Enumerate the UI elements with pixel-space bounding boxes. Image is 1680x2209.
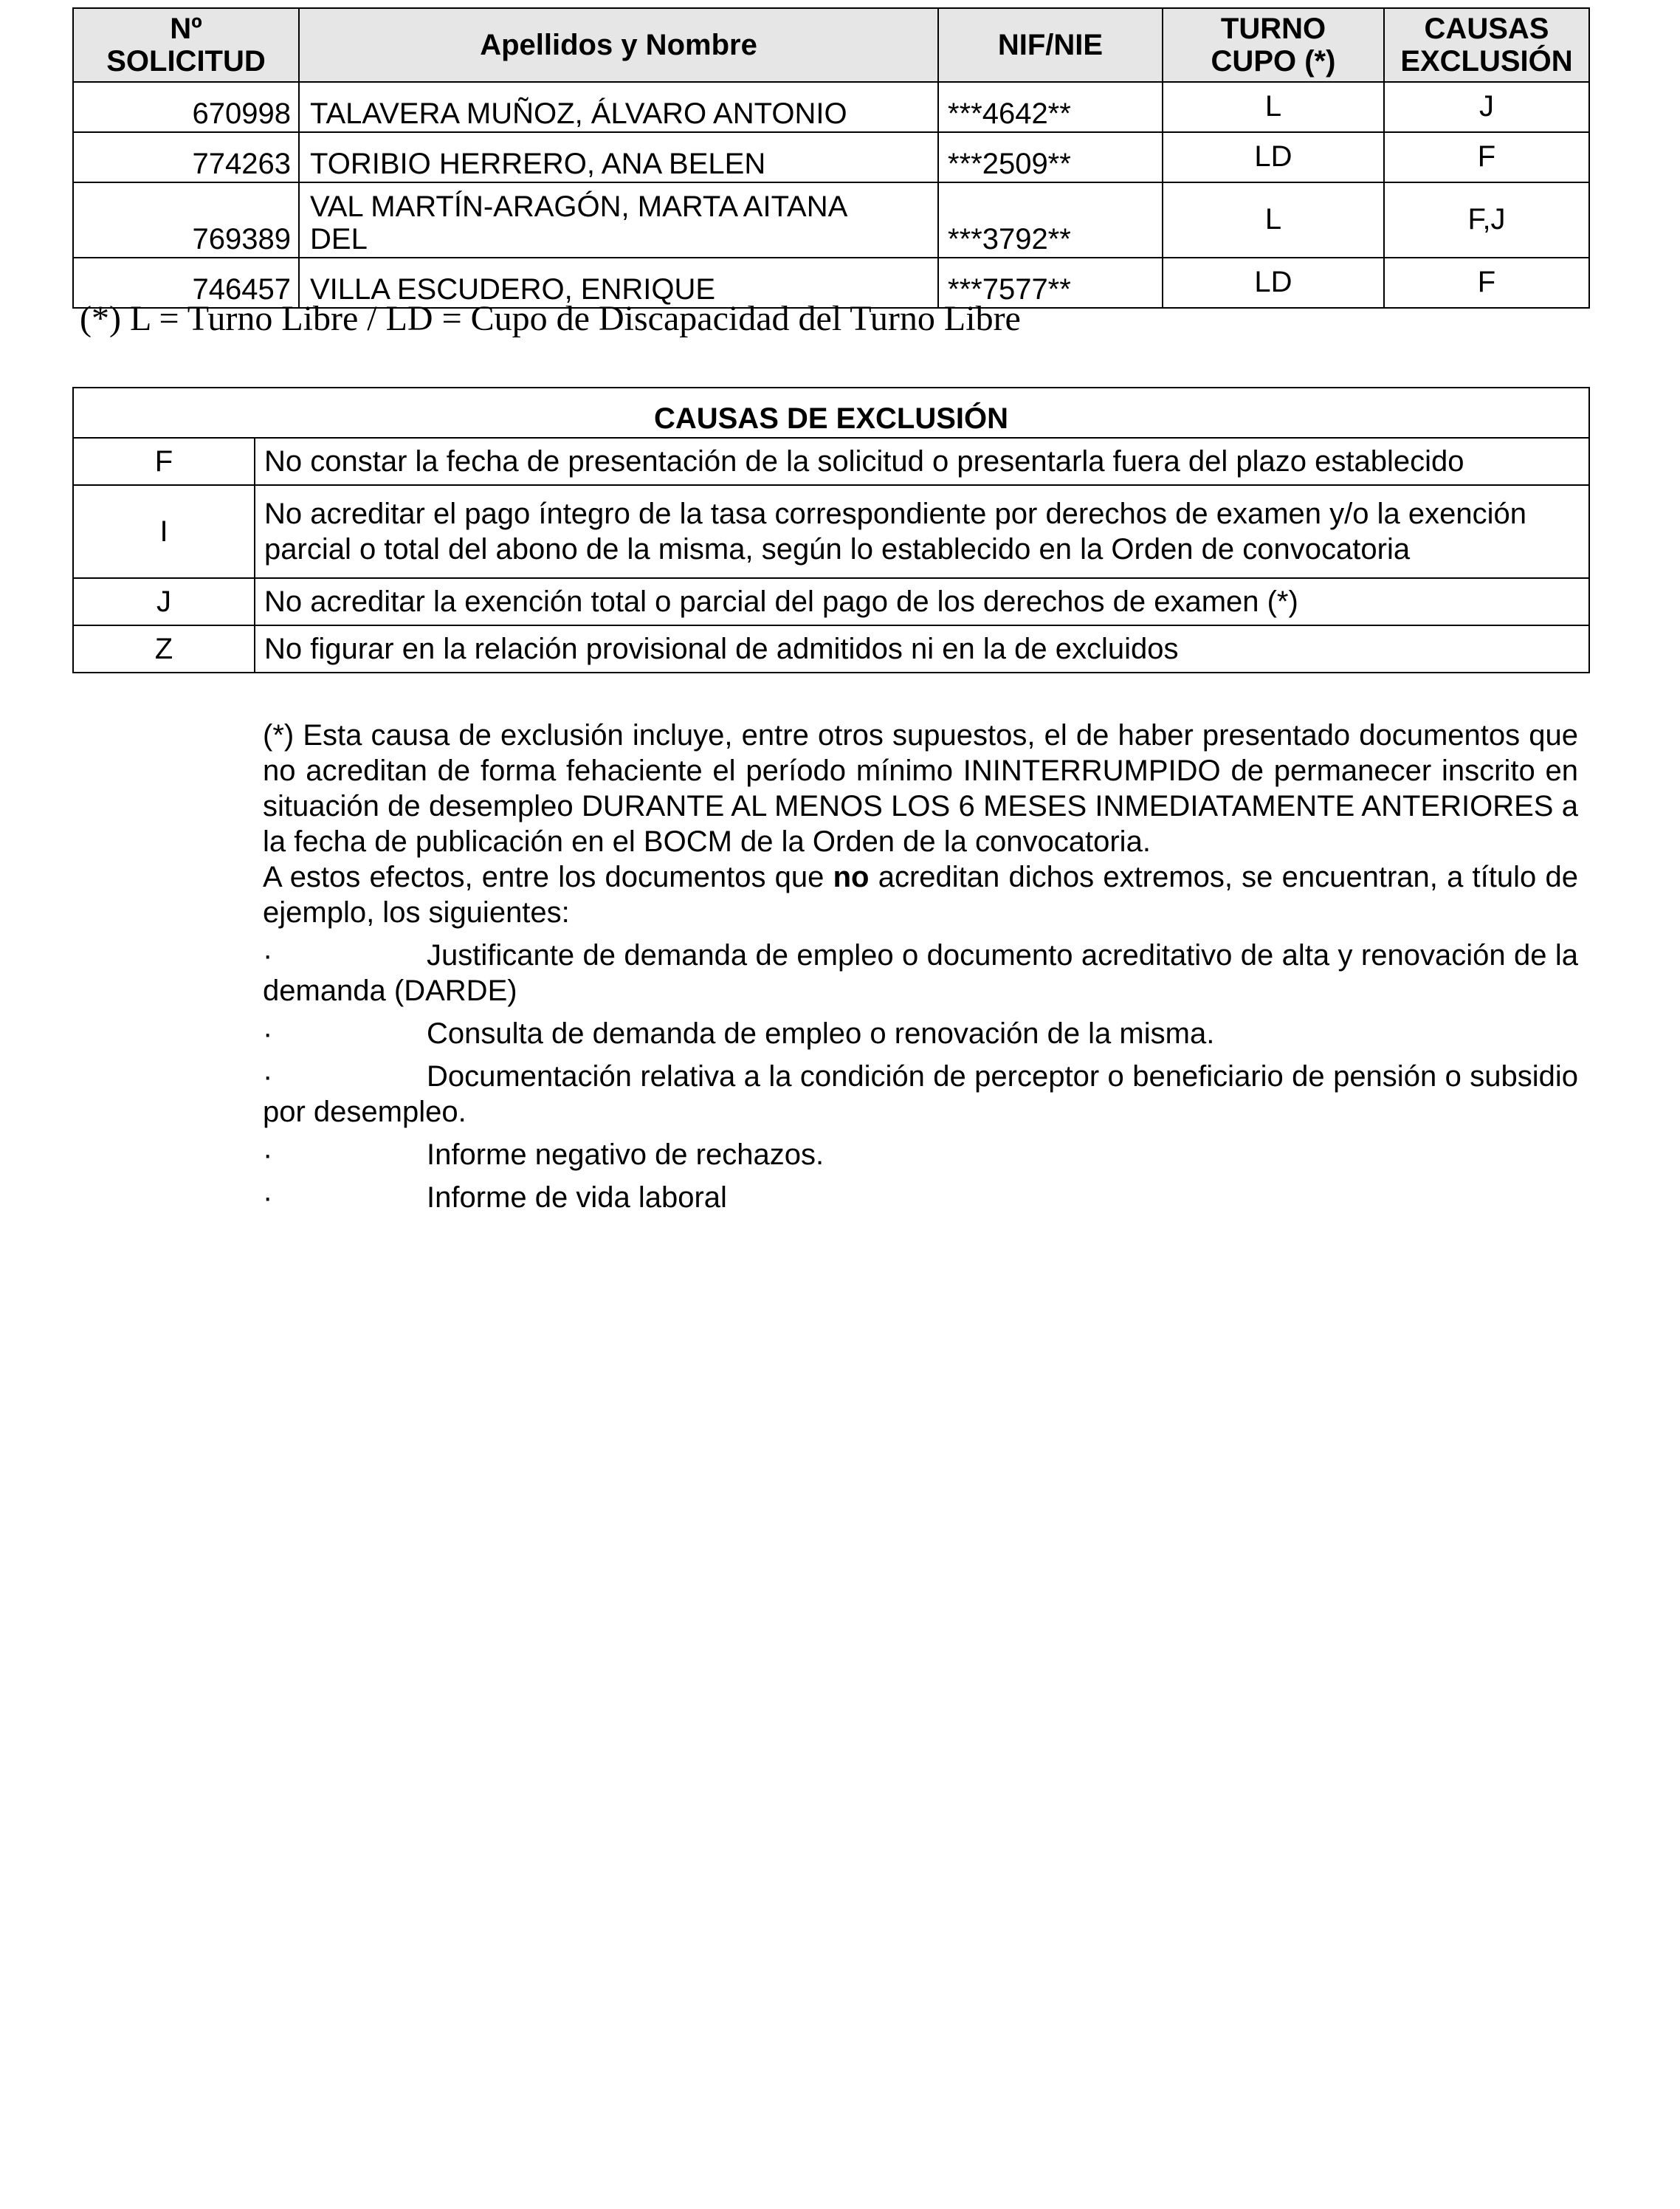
header-causas-line1: CAUSAS	[1424, 13, 1549, 45]
header-turno	[1163, 8, 1384, 82]
cell-causas: J	[1384, 82, 1589, 132]
cell-num: 746457	[73, 258, 299, 308]
header-num	[73, 8, 299, 82]
table-row	[73, 485, 1589, 578]
cause-description: No constar la fecha de presentación de la solicitud o presentarla fuera del plazo establecido	[255, 438, 1589, 485]
note-paragraph-2	[263, 859, 1578, 930]
list-item-text: Consulta de demanda de empleo o renovación de la misma.	[427, 1017, 1215, 1050]
table-row	[73, 578, 1589, 625]
cell-turno: L	[1163, 82, 1384, 132]
cause-description-line2: parcial o total del abono de la misma, según lo establecido en la Orden de convocatoria	[264, 533, 1411, 566]
cell-name: TORIBIO HERRERO, ANA BELEN	[299, 132, 938, 182]
bullet-dot: ·	[263, 939, 273, 972]
cell-nif: ***3792**	[938, 182, 1163, 258]
cell-name	[299, 182, 938, 258]
cell-nif: ***4642**	[938, 82, 1163, 132]
note-paragraph-2-end: acreditan dichos extremos, se encuentran, a título de ejemplo, los siguientes:	[263, 861, 1578, 929]
cause-code: Z	[73, 625, 255, 673]
header-causas	[1384, 8, 1589, 82]
turno-legend: (*) L = Turno Libre / LD = Cupo de Discapacidad del Turno Libre	[80, 299, 1021, 338]
list-item	[263, 1059, 1578, 1130]
cell-num: 769389	[73, 182, 299, 258]
list-item-text: Documentación relativa a la condición de perceptor o beneficiario de pensión o subsidio por desempleo.	[263, 1060, 1578, 1128]
cell-turno: L	[1163, 182, 1384, 258]
cell-nif: ***7577**	[938, 258, 1163, 308]
list-item	[263, 938, 1578, 1009]
cell-turno: LD	[1163, 132, 1384, 182]
applicants-header-row	[73, 8, 1589, 82]
header-nif	[938, 8, 1163, 82]
header-num-line2: SOLICITUD	[106, 45, 266, 78]
exclusion-notes	[263, 718, 1578, 1215]
exclusion-causes-table	[72, 387, 1590, 673]
cell-turno: LD	[1163, 258, 1384, 308]
header-name-line1: Apellidos y Nombre	[480, 29, 757, 61]
bullet-dot: ·	[263, 1060, 273, 1093]
list-item-text: Justificante de demanda de empleo o documento acreditativo de alta y renovación de la demanda (DARDE)	[263, 939, 1578, 1007]
cause-code: J	[73, 578, 255, 625]
table-row	[73, 625, 1589, 673]
applicants-table	[72, 7, 1590, 309]
table-row	[73, 438, 1589, 485]
cause-description: No acreditar la exención total o parcial del pago de los derechos de examen (*)	[255, 578, 1589, 625]
cause-description	[255, 485, 1589, 578]
cell-name: TALAVERA MUÑOZ, ÁLVARO ANTONIO	[299, 82, 938, 132]
header-turno-line2: CUPO (*)	[1211, 45, 1336, 78]
cell-num: 774263	[73, 132, 299, 182]
causes-title-row	[73, 388, 1589, 438]
cause-code: F	[73, 438, 255, 485]
list-item	[263, 1137, 1578, 1172]
cell-causas: F,J	[1384, 182, 1589, 258]
causes-title: CAUSAS DE EXCLUSIÓN	[73, 388, 1589, 438]
list-item-text: Informe negativo de rechazos.	[427, 1138, 824, 1171]
cell-causas: F	[1384, 258, 1589, 308]
table-row	[73, 182, 1589, 258]
header-num-line1: Nº	[170, 13, 202, 45]
cell-name-line1: VAL MARTÍN-ARAGÓN, MARTA AITANA	[310, 190, 848, 223]
cell-nif: ***2509**	[938, 132, 1163, 182]
bullet-dot: ·	[263, 1181, 273, 1214]
cell-causas: F	[1384, 132, 1589, 182]
cell-name-line2: DEL	[310, 223, 368, 255]
list-item-text: Informe de vida laboral	[427, 1181, 727, 1214]
note-paragraph-2-start: A estos efectos, entre los documentos que	[263, 861, 833, 893]
cause-description: No figurar en la relación provisional de admitidos ni en la de excluidos	[255, 625, 1589, 673]
cause-code: I	[73, 485, 255, 578]
cell-name: VILLA ESCUDERO, ENRIQUE	[299, 258, 938, 308]
table-row	[73, 82, 1589, 132]
header-causas-line2: EXCLUSIÓN	[1400, 45, 1573, 78]
header-turno-line1: TURNO	[1220, 13, 1326, 45]
header-name	[299, 8, 938, 82]
note-paragraph-2-bold: no	[833, 861, 870, 893]
list-item	[263, 1016, 1578, 1051]
bullet-dot: ·	[263, 1017, 273, 1050]
note-paragraph-1: (*) Esta causa de exclusión incluye, entre otros supuestos, el de haber presentado documentos que no acreditan de forma fehaciente el período mínimo ININTERRUMPIDO de permanecer inscrito en situación de desempleo DURANTE AL MENOS LOS 6 MESES INMEDIATAMENTE ANTERIORES a la fecha de publicación en el BOCM de la Orden de la convocatoria.	[263, 719, 1578, 858]
cause-description-line1: No acreditar el pago íntegro de la tasa correspondiente por derechos de examen y/o la exención	[264, 498, 1526, 530]
header-nif-line1: NIF/NIE	[997, 29, 1104, 61]
list-item	[263, 1180, 1578, 1215]
table-row	[73, 132, 1589, 182]
cell-num: 670998	[73, 82, 299, 132]
bullet-dot: ·	[263, 1138, 273, 1171]
